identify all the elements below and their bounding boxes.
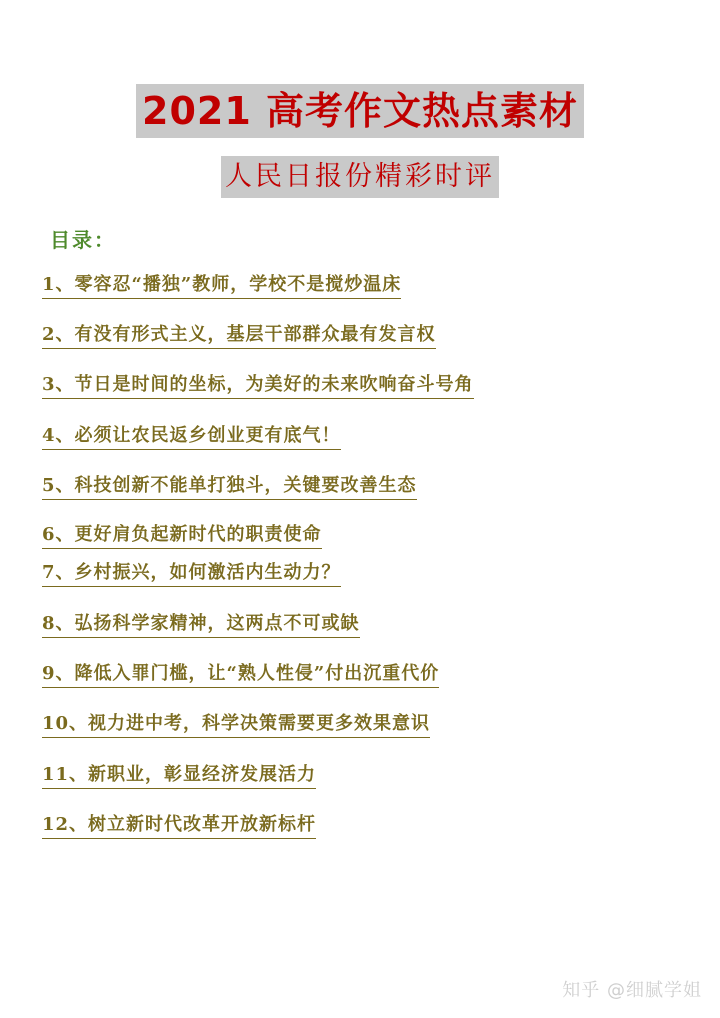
toc-item-11[interactable]: 11、新职业，彰显经济发展活力 — [42, 764, 316, 789]
toc-item-8[interactable]: 8、弘扬科学家精神，这两点不可或缺 — [42, 613, 360, 638]
toc-item-3[interactable]: 3、节日是时间的坐标，为美好的未来吹响奋斗号角 — [42, 374, 474, 399]
document-title: 2021 高考作文热点素材 — [136, 84, 584, 138]
document-subtitle: 人民日报份精彩时评 — [221, 156, 499, 198]
title-block — [0, 84, 720, 138]
toc-item-7[interactable]: 7、乡村振兴，如何激活内生动力？ — [42, 562, 341, 587]
toc-heading: 目录： — [50, 228, 116, 252]
toc-item-9[interactable]: 9、降低入罪门槛，让“熟人性侵”付出沉重代价 — [42, 663, 439, 688]
toc-item-6[interactable]: 6、更好肩负起新时代的职责使命 — [42, 524, 322, 549]
toc-item-4[interactable]: 4、必须让农民返乡创业更有底气！ — [42, 425, 341, 450]
toc-item-1[interactable]: 1、零容忍“播独”教师，学校不是搅炒温床 — [42, 274, 401, 299]
watermark: 知乎 @细腻学姐 — [562, 980, 702, 1001]
subtitle-block — [0, 156, 720, 198]
toc-item-12[interactable]: 12、树立新时代改革开放新标杆 — [42, 814, 316, 839]
toc-item-10[interactable]: 10、视力进中考，科学决策需要更多效果意识 — [42, 713, 430, 738]
toc-item-2[interactable]: 2、有没有形式主义，基层干部群众最有发言权 — [42, 324, 436, 349]
toc-item-5[interactable]: 5、科技创新不能单打独斗，关键要改善生态 — [42, 475, 417, 500]
